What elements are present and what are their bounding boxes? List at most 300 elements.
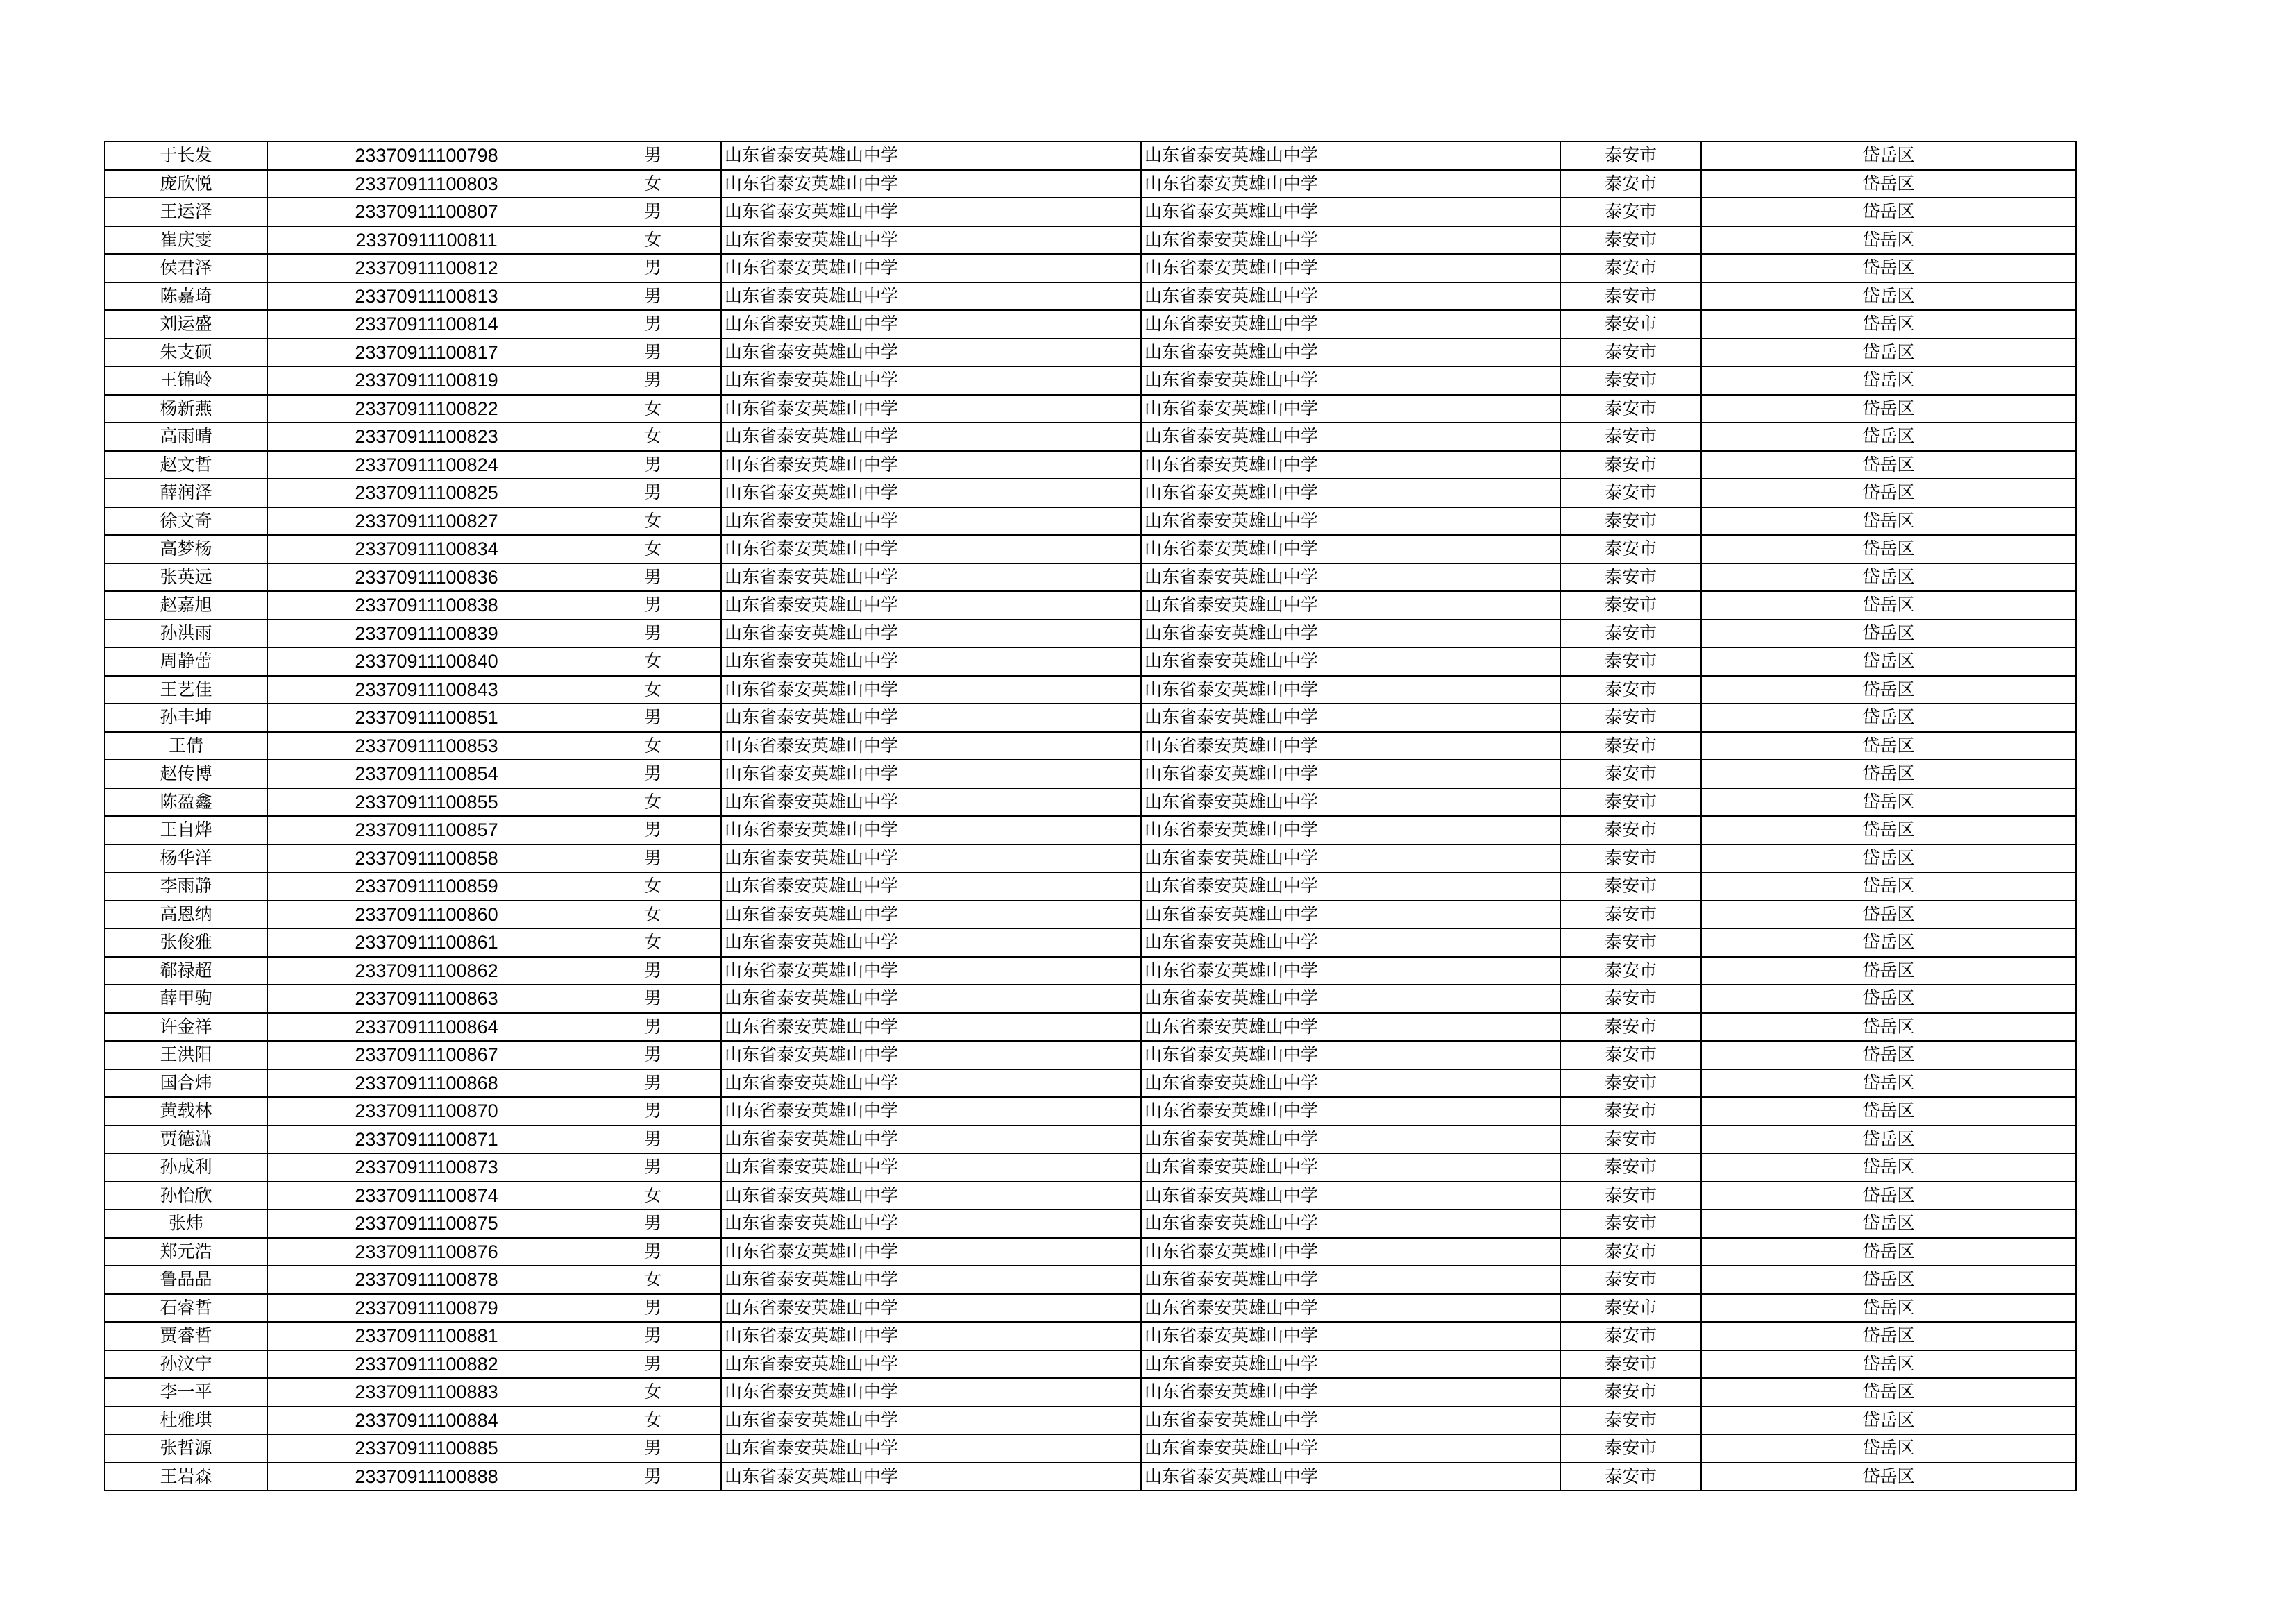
table-row — [105, 198, 2076, 226]
registration-school-cell: 山东省泰安英雄山中学 — [1141, 310, 1560, 339]
registration-school-cell: 山东省泰安英雄山中学 — [1141, 1322, 1560, 1350]
gender-cell: 女 — [585, 1182, 721, 1210]
city-cell: 泰安市 — [1560, 704, 1701, 732]
district-cell: 岱岳区 — [1701, 226, 2076, 255]
exam-id-cell: 23370911100863 — [267, 985, 585, 1013]
table-row — [105, 1322, 2076, 1350]
district-cell: 岱岳区 — [1701, 1378, 2076, 1407]
gender-cell: 男 — [585, 254, 721, 282]
city-cell: 泰安市 — [1560, 282, 1701, 311]
school-cell: 山东省泰安英雄山中学 — [721, 366, 1141, 395]
gender-cell: 女 — [585, 507, 721, 536]
gender-cell: 男 — [585, 844, 721, 873]
registration-school-cell: 山东省泰安英雄山中学 — [1141, 1041, 1560, 1069]
registration-school-cell: 山东省泰安英雄山中学 — [1141, 647, 1560, 676]
city-cell: 泰安市 — [1560, 1378, 1701, 1407]
registration-school-cell: 山东省泰安英雄山中学 — [1141, 901, 1560, 929]
gender-cell: 男 — [585, 1069, 721, 1098]
table-row — [105, 1350, 2076, 1379]
city-cell: 泰安市 — [1560, 620, 1701, 648]
exam-id-cell: 23370911100874 — [267, 1182, 585, 1210]
registration-school-cell: 山东省泰安英雄山中学 — [1141, 788, 1560, 817]
exam-id-cell: 23370911100812 — [267, 254, 585, 282]
school-cell: 山东省泰安英雄山中学 — [721, 451, 1141, 479]
name-cell: 张哲源 — [105, 1434, 267, 1463]
exam-id-cell: 23370911100860 — [267, 901, 585, 929]
table-row — [105, 928, 2076, 957]
exam-id-cell: 23370911100817 — [267, 339, 585, 367]
district-cell: 岱岳区 — [1701, 254, 2076, 282]
school-cell: 山东省泰安英雄山中学 — [721, 844, 1141, 873]
district-cell: 岱岳区 — [1701, 1350, 2076, 1379]
name-cell: 王锦岭 — [105, 366, 267, 395]
city-cell: 泰安市 — [1560, 816, 1701, 844]
district-cell: 岱岳区 — [1701, 620, 2076, 648]
school-cell: 山东省泰安英雄山中学 — [721, 1041, 1141, 1069]
exam-id-cell: 23370911100859 — [267, 872, 585, 901]
registration-school-cell: 山东省泰安英雄山中学 — [1141, 816, 1560, 844]
city-cell: 泰安市 — [1560, 366, 1701, 395]
name-cell: 王岩森 — [105, 1463, 267, 1491]
city-cell: 泰安市 — [1560, 395, 1701, 423]
name-cell: 许金祥 — [105, 1013, 267, 1042]
school-cell: 山东省泰安英雄山中学 — [721, 198, 1141, 226]
registration-school-cell: 山东省泰安英雄山中学 — [1141, 1294, 1560, 1323]
table-row — [105, 1041, 2076, 1069]
name-cell: 杨新燕 — [105, 395, 267, 423]
city-cell: 泰安市 — [1560, 1407, 1701, 1435]
registration-school-cell: 山东省泰安英雄山中学 — [1141, 620, 1560, 648]
registration-school-cell: 山东省泰安英雄山中学 — [1141, 1069, 1560, 1098]
registration-school-cell: 山东省泰安英雄山中学 — [1141, 1209, 1560, 1238]
name-cell: 高恩纳 — [105, 901, 267, 929]
gender-cell: 女 — [585, 676, 721, 704]
school-cell: 山东省泰安英雄山中学 — [721, 732, 1141, 760]
exam-id-cell: 23370911100807 — [267, 198, 585, 226]
name-cell: 孙成利 — [105, 1153, 267, 1182]
city-cell: 泰安市 — [1560, 732, 1701, 760]
city-cell: 泰安市 — [1560, 647, 1701, 676]
name-cell: 李一平 — [105, 1378, 267, 1407]
gender-cell: 男 — [585, 1013, 721, 1042]
exam-id-cell: 23370911100870 — [267, 1097, 585, 1125]
city-cell: 泰安市 — [1560, 760, 1701, 788]
registration-school-cell: 山东省泰安英雄山中学 — [1141, 254, 1560, 282]
name-cell: 于长发 — [105, 142, 267, 170]
school-cell: 山东省泰安英雄山中学 — [721, 254, 1141, 282]
gender-cell: 女 — [585, 901, 721, 929]
city-cell: 泰安市 — [1560, 1294, 1701, 1323]
registration-school-cell: 山东省泰安英雄山中学 — [1141, 1378, 1560, 1407]
registration-school-cell: 山东省泰安英雄山中学 — [1141, 1013, 1560, 1042]
school-cell: 山东省泰安英雄山中学 — [721, 872, 1141, 901]
exam-id-cell: 23370911100879 — [267, 1294, 585, 1323]
table-row — [105, 1125, 2076, 1154]
exam-id-cell: 23370911100858 — [267, 844, 585, 873]
city-cell: 泰安市 — [1560, 451, 1701, 479]
district-cell: 岱岳区 — [1701, 957, 2076, 985]
city-cell: 泰安市 — [1560, 563, 1701, 592]
registration-school-cell: 山东省泰安英雄山中学 — [1141, 1097, 1560, 1125]
table-row — [105, 901, 2076, 929]
exam-id-cell: 23370911100840 — [267, 647, 585, 676]
name-cell: 石睿哲 — [105, 1294, 267, 1323]
name-cell: 刘运盛 — [105, 310, 267, 339]
name-cell: 张英远 — [105, 563, 267, 592]
gender-cell: 男 — [585, 985, 721, 1013]
name-cell: 薛甲驹 — [105, 985, 267, 1013]
table-row — [105, 1153, 2076, 1182]
exam-id-cell: 23370911100861 — [267, 928, 585, 957]
table-row — [105, 1463, 2076, 1491]
gender-cell: 男 — [585, 310, 721, 339]
registration-school-cell: 山东省泰安英雄山中学 — [1141, 451, 1560, 479]
registration-school-cell: 山东省泰安英雄山中学 — [1141, 985, 1560, 1013]
table-row — [105, 142, 2076, 170]
district-cell: 岱岳区 — [1701, 1069, 2076, 1098]
district-cell: 岱岳区 — [1701, 1209, 2076, 1238]
table-row — [105, 535, 2076, 563]
school-cell: 山东省泰安英雄山中学 — [721, 310, 1141, 339]
city-cell: 泰安市 — [1560, 1153, 1701, 1182]
district-cell: 岱岳区 — [1701, 816, 2076, 844]
school-cell: 山东省泰安英雄山中学 — [721, 1463, 1141, 1491]
district-cell: 岱岳区 — [1701, 535, 2076, 563]
registration-school-cell: 山东省泰安英雄山中学 — [1141, 507, 1560, 536]
district-cell: 岱岳区 — [1701, 451, 2076, 479]
district-cell: 岱岳区 — [1701, 310, 2076, 339]
school-cell: 山东省泰安英雄山中学 — [721, 1378, 1141, 1407]
exam-id-cell: 23370911100839 — [267, 620, 585, 648]
name-cell: 王艺佳 — [105, 676, 267, 704]
gender-cell: 男 — [585, 620, 721, 648]
school-cell: 山东省泰安英雄山中学 — [721, 1153, 1141, 1182]
district-cell: 岱岳区 — [1701, 1407, 2076, 1435]
table-row — [105, 872, 2076, 901]
table-row — [105, 1182, 2076, 1210]
exam-id-cell: 23370911100803 — [267, 170, 585, 198]
district-cell: 岱岳区 — [1701, 647, 2076, 676]
school-cell: 山东省泰安英雄山中学 — [721, 1294, 1141, 1323]
table-row — [105, 282, 2076, 311]
table-row — [105, 1209, 2076, 1238]
registration-school-cell: 山东省泰安英雄山中学 — [1141, 676, 1560, 704]
table-row — [105, 704, 2076, 732]
table-row — [105, 1266, 2076, 1294]
name-cell: 陈嘉琦 — [105, 282, 267, 311]
school-cell: 山东省泰安英雄山中学 — [721, 1434, 1141, 1463]
table-row — [105, 1097, 2076, 1125]
gender-cell: 男 — [585, 1322, 721, 1350]
registration-school-cell: 山东省泰安英雄山中学 — [1141, 366, 1560, 395]
table-row — [105, 620, 2076, 648]
city-cell: 泰安市 — [1560, 928, 1701, 957]
district-cell: 岱岳区 — [1701, 142, 2076, 170]
name-cell: 孙洪雨 — [105, 620, 267, 648]
registration-school-cell: 山东省泰安英雄山中学 — [1141, 872, 1560, 901]
city-cell: 泰安市 — [1560, 423, 1701, 451]
gender-cell: 男 — [585, 1097, 721, 1125]
registration-school-cell: 山东省泰安英雄山中学 — [1141, 760, 1560, 788]
school-cell: 山东省泰安英雄山中学 — [721, 760, 1141, 788]
exam-id-cell: 23370911100882 — [267, 1350, 585, 1379]
name-cell: 王自烨 — [105, 816, 267, 844]
name-cell: 薛润泽 — [105, 479, 267, 507]
table-row — [105, 254, 2076, 282]
exam-id-cell: 23370911100881 — [267, 1322, 585, 1350]
gender-cell: 男 — [585, 339, 721, 367]
district-cell: 岱岳区 — [1701, 760, 2076, 788]
gender-cell: 女 — [585, 928, 721, 957]
table-row — [105, 339, 2076, 367]
registration-school-cell: 山东省泰安英雄山中学 — [1141, 479, 1560, 507]
exam-id-cell: 23370911100885 — [267, 1434, 585, 1463]
table-row — [105, 957, 2076, 985]
school-cell: 山东省泰安英雄山中学 — [721, 1013, 1141, 1042]
gender-cell: 男 — [585, 1209, 721, 1238]
city-cell: 泰安市 — [1560, 535, 1701, 563]
name-cell: 贾德潇 — [105, 1125, 267, 1154]
registration-school-cell: 山东省泰安英雄山中学 — [1141, 1463, 1560, 1491]
school-cell: 山东省泰安英雄山中学 — [721, 1125, 1141, 1154]
name-cell: 王洪阳 — [105, 1041, 267, 1069]
name-cell: 赵传博 — [105, 760, 267, 788]
gender-cell: 女 — [585, 732, 721, 760]
name-cell: 贾睿哲 — [105, 1322, 267, 1350]
city-cell: 泰安市 — [1560, 957, 1701, 985]
table-row — [105, 310, 2076, 339]
name-cell: 杨华洋 — [105, 844, 267, 873]
city-cell: 泰安市 — [1560, 676, 1701, 704]
school-cell: 山东省泰安英雄山中学 — [721, 479, 1141, 507]
name-cell: 徐文奇 — [105, 507, 267, 536]
gender-cell: 男 — [585, 451, 721, 479]
school-cell: 山东省泰安英雄山中学 — [721, 1266, 1141, 1294]
district-cell: 岱岳区 — [1701, 1434, 2076, 1463]
name-cell: 郗禄超 — [105, 957, 267, 985]
table-row — [105, 1238, 2076, 1266]
district-cell: 岱岳区 — [1701, 704, 2076, 732]
table-row — [105, 1434, 2076, 1463]
registration-school-cell: 山东省泰安英雄山中学 — [1141, 957, 1560, 985]
exam-id-cell: 23370911100876 — [267, 1238, 585, 1266]
table-row — [105, 1378, 2076, 1407]
school-cell: 山东省泰安英雄山中学 — [721, 1069, 1141, 1098]
school-cell: 山东省泰安英雄山中学 — [721, 142, 1141, 170]
district-cell: 岱岳区 — [1701, 1097, 2076, 1125]
gender-cell: 女 — [585, 1266, 721, 1294]
district-cell: 岱岳区 — [1701, 1182, 2076, 1210]
city-cell: 泰安市 — [1560, 1350, 1701, 1379]
table-row — [105, 226, 2076, 255]
school-cell: 山东省泰安英雄山中学 — [721, 957, 1141, 985]
district-cell: 岱岳区 — [1701, 1266, 2076, 1294]
district-cell: 岱岳区 — [1701, 366, 2076, 395]
gender-cell: 女 — [585, 535, 721, 563]
exam-id-cell: 23370911100822 — [267, 395, 585, 423]
table-row — [105, 647, 2076, 676]
name-cell: 鲁晶晶 — [105, 1266, 267, 1294]
district-cell: 岱岳区 — [1701, 1041, 2076, 1069]
school-cell: 山东省泰安英雄山中学 — [721, 816, 1141, 844]
table-row — [105, 732, 2076, 760]
gender-cell: 男 — [585, 282, 721, 311]
registration-school-cell: 山东省泰安英雄山中学 — [1141, 198, 1560, 226]
registration-school-cell: 山东省泰安英雄山中学 — [1141, 170, 1560, 198]
name-cell: 高雨晴 — [105, 423, 267, 451]
city-cell: 泰安市 — [1560, 1097, 1701, 1125]
exam-id-cell: 23370911100827 — [267, 507, 585, 536]
school-cell: 山东省泰安英雄山中学 — [721, 423, 1141, 451]
exam-id-cell: 23370911100811 — [267, 226, 585, 255]
registration-school-cell: 山东省泰安英雄山中学 — [1141, 423, 1560, 451]
district-cell: 岱岳区 — [1701, 732, 2076, 760]
city-cell: 泰安市 — [1560, 872, 1701, 901]
city-cell: 泰安市 — [1560, 310, 1701, 339]
gender-cell: 男 — [585, 591, 721, 620]
district-cell: 岱岳区 — [1701, 198, 2076, 226]
district-cell: 岱岳区 — [1701, 1238, 2076, 1266]
name-cell: 赵文哲 — [105, 451, 267, 479]
table-row — [105, 423, 2076, 451]
school-cell: 山东省泰安英雄山中学 — [721, 901, 1141, 929]
exam-id-cell: 23370911100884 — [267, 1407, 585, 1435]
registration-school-cell: 山东省泰安英雄山中学 — [1141, 1238, 1560, 1266]
exam-id-cell: 23370911100813 — [267, 282, 585, 311]
city-cell: 泰安市 — [1560, 1069, 1701, 1098]
city-cell: 泰安市 — [1560, 198, 1701, 226]
district-cell: 岱岳区 — [1701, 170, 2076, 198]
district-cell: 岱岳区 — [1701, 423, 2076, 451]
name-cell: 王运泽 — [105, 198, 267, 226]
school-cell: 山东省泰安英雄山中学 — [721, 170, 1141, 198]
table-row — [105, 479, 2076, 507]
registration-school-cell: 山东省泰安英雄山中学 — [1141, 1434, 1560, 1463]
exam-id-cell: 23370911100834 — [267, 535, 585, 563]
city-cell: 泰安市 — [1560, 788, 1701, 817]
school-cell: 山东省泰安英雄山中学 — [721, 788, 1141, 817]
exam-id-cell: 23370911100819 — [267, 366, 585, 395]
name-cell: 孙汶宁 — [105, 1350, 267, 1379]
district-cell: 岱岳区 — [1701, 591, 2076, 620]
table-row — [105, 1407, 2076, 1435]
city-cell: 泰安市 — [1560, 142, 1701, 170]
school-cell: 山东省泰安英雄山中学 — [721, 339, 1141, 367]
registration-school-cell: 山东省泰安英雄山中学 — [1141, 1125, 1560, 1154]
city-cell: 泰安市 — [1560, 901, 1701, 929]
gender-cell: 男 — [585, 142, 721, 170]
city-cell: 泰安市 — [1560, 591, 1701, 620]
district-cell: 岱岳区 — [1701, 1463, 2076, 1491]
registration-school-cell: 山东省泰安英雄山中学 — [1141, 1266, 1560, 1294]
city-cell: 泰安市 — [1560, 1182, 1701, 1210]
district-cell: 岱岳区 — [1701, 563, 2076, 592]
district-cell: 岱岳区 — [1701, 788, 2076, 817]
school-cell: 山东省泰安英雄山中学 — [721, 676, 1141, 704]
gender-cell: 女 — [585, 647, 721, 676]
school-cell: 山东省泰安英雄山中学 — [721, 704, 1141, 732]
exam-id-cell: 23370911100851 — [267, 704, 585, 732]
table-row — [105, 788, 2076, 817]
city-cell: 泰安市 — [1560, 226, 1701, 255]
school-cell: 山东省泰安英雄山中学 — [721, 226, 1141, 255]
table-row — [105, 366, 2076, 395]
registration-school-cell: 山东省泰安英雄山中学 — [1141, 844, 1560, 873]
name-cell: 张俊雅 — [105, 928, 267, 957]
district-cell: 岱岳区 — [1701, 339, 2076, 367]
student-roster-table — [104, 141, 2077, 1491]
school-cell: 山东省泰安英雄山中学 — [721, 282, 1141, 311]
district-cell: 岱岳区 — [1701, 395, 2076, 423]
exam-id-cell: 23370911100824 — [267, 451, 585, 479]
city-cell: 泰安市 — [1560, 844, 1701, 873]
exam-id-cell: 23370911100857 — [267, 816, 585, 844]
district-cell: 岱岳区 — [1701, 1153, 2076, 1182]
city-cell: 泰安市 — [1560, 339, 1701, 367]
city-cell: 泰安市 — [1560, 1041, 1701, 1069]
gender-cell: 男 — [585, 366, 721, 395]
school-cell: 山东省泰安英雄山中学 — [721, 1238, 1141, 1266]
name-cell: 王倩 — [105, 732, 267, 760]
district-cell: 岱岳区 — [1701, 928, 2076, 957]
gender-cell: 女 — [585, 788, 721, 817]
exam-id-cell: 23370911100855 — [267, 788, 585, 817]
gender-cell: 男 — [585, 1294, 721, 1323]
school-cell: 山东省泰安英雄山中学 — [721, 928, 1141, 957]
name-cell: 赵嘉旭 — [105, 591, 267, 620]
exam-id-cell: 23370911100868 — [267, 1069, 585, 1098]
school-cell: 山东省泰安英雄山中学 — [721, 985, 1141, 1013]
exam-id-cell: 23370911100873 — [267, 1153, 585, 1182]
district-cell: 岱岳区 — [1701, 507, 2076, 536]
name-cell: 周静蕾 — [105, 647, 267, 676]
district-cell: 岱岳区 — [1701, 901, 2076, 929]
name-cell: 国合炜 — [105, 1069, 267, 1098]
registration-school-cell: 山东省泰安英雄山中学 — [1141, 928, 1560, 957]
gender-cell: 女 — [585, 423, 721, 451]
exam-id-cell: 23370911100843 — [267, 676, 585, 704]
school-cell: 山东省泰安英雄山中学 — [721, 1209, 1141, 1238]
city-cell: 泰安市 — [1560, 1209, 1701, 1238]
exam-id-cell: 23370911100883 — [267, 1378, 585, 1407]
district-cell: 岱岳区 — [1701, 872, 2076, 901]
exam-id-cell: 23370911100854 — [267, 760, 585, 788]
registration-school-cell: 山东省泰安英雄山中学 — [1141, 732, 1560, 760]
school-cell: 山东省泰安英雄山中学 — [721, 1097, 1141, 1125]
gender-cell: 女 — [585, 226, 721, 255]
registration-school-cell: 山东省泰安英雄山中学 — [1141, 591, 1560, 620]
table-row — [105, 816, 2076, 844]
district-cell: 岱岳区 — [1701, 676, 2076, 704]
gender-cell: 男 — [585, 1463, 721, 1491]
table-row — [105, 1069, 2076, 1098]
name-cell: 孙丰坤 — [105, 704, 267, 732]
city-cell: 泰安市 — [1560, 254, 1701, 282]
exam-id-cell: 23370911100864 — [267, 1013, 585, 1042]
table-row — [105, 985, 2076, 1013]
school-cell: 山东省泰安英雄山中学 — [721, 563, 1141, 592]
registration-school-cell: 山东省泰安英雄山中学 — [1141, 1350, 1560, 1379]
district-cell: 岱岳区 — [1701, 1294, 2076, 1323]
name-cell: 高梦杨 — [105, 535, 267, 563]
registration-school-cell: 山东省泰安英雄山中学 — [1141, 339, 1560, 367]
city-cell: 泰安市 — [1560, 1266, 1701, 1294]
table-row — [105, 676, 2076, 704]
exam-id-cell: 23370911100853 — [267, 732, 585, 760]
name-cell: 孙怡欣 — [105, 1182, 267, 1210]
name-cell: 杜雅琪 — [105, 1407, 267, 1435]
city-cell: 泰安市 — [1560, 1463, 1701, 1491]
